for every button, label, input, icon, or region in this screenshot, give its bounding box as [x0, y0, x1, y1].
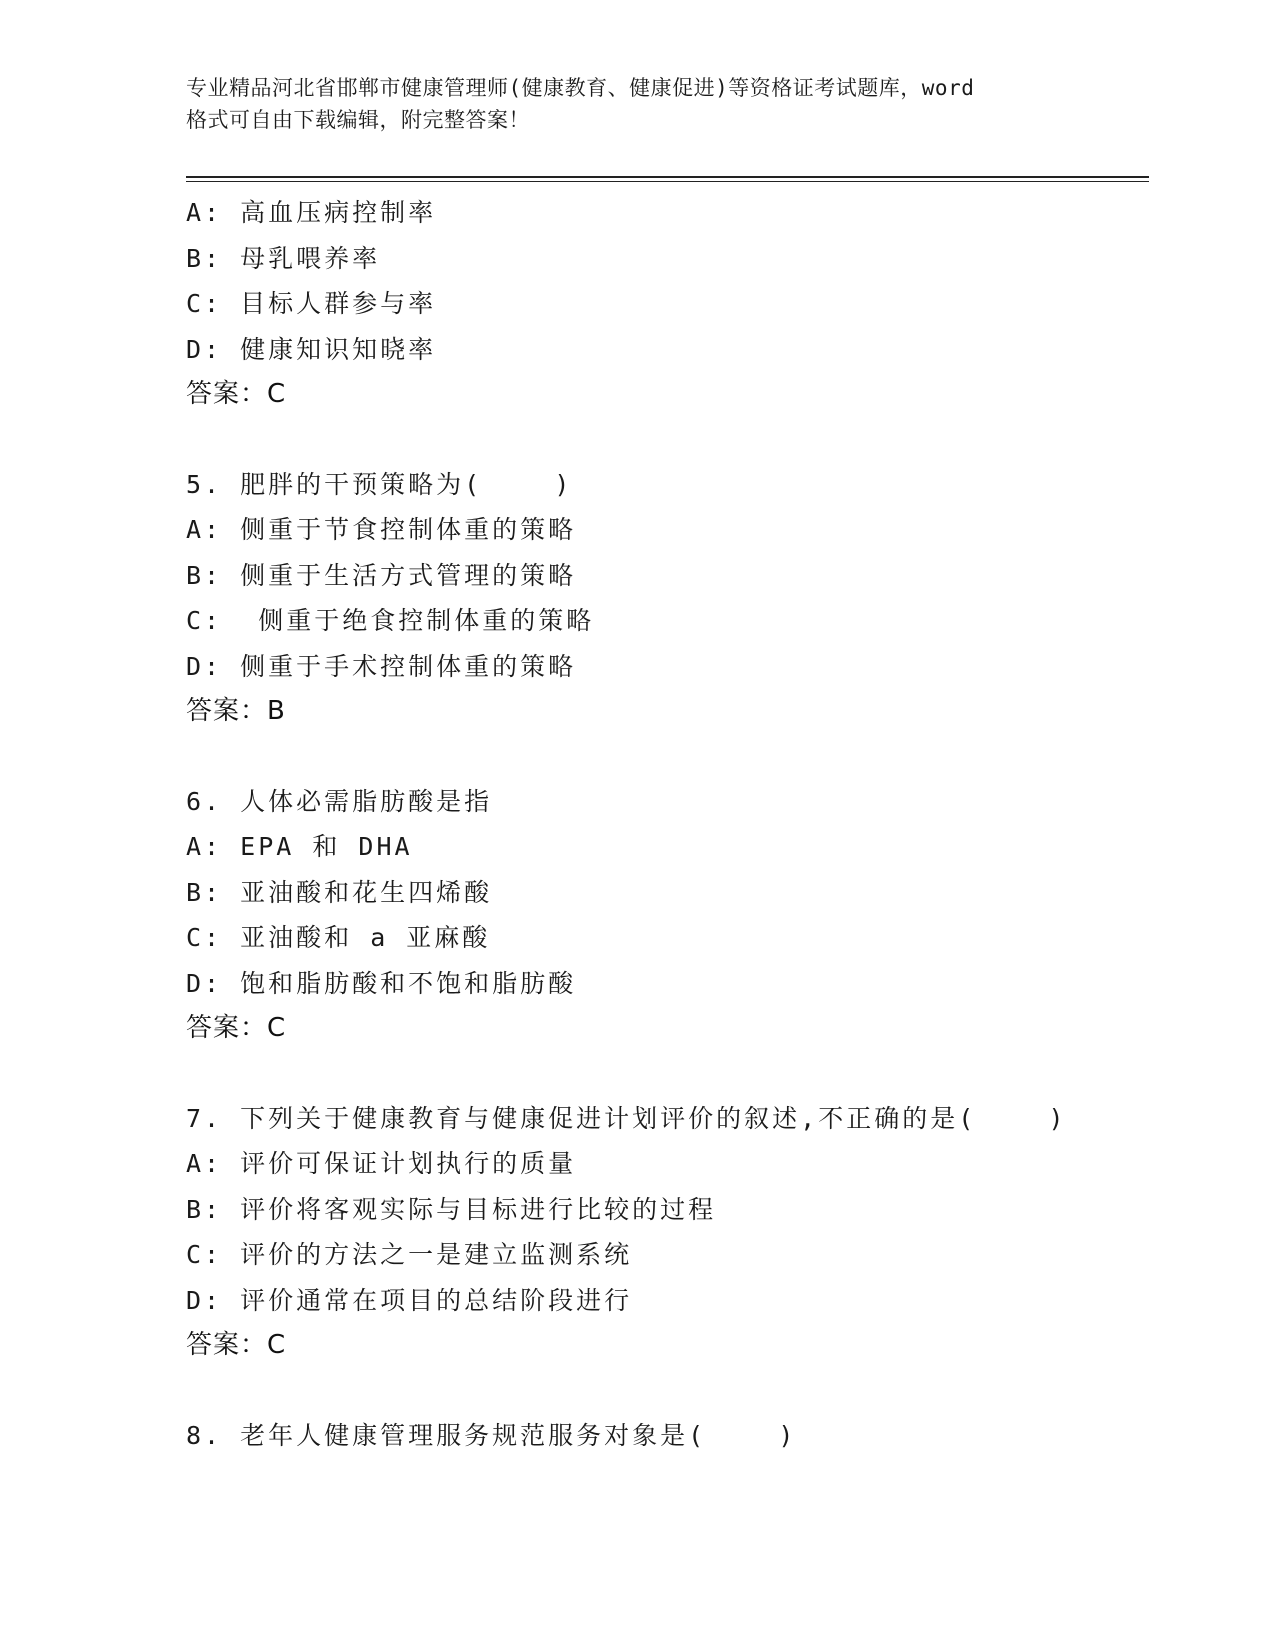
question-block-5 — [186, 462, 1146, 735]
answer-label: 答案：C — [186, 1330, 287, 1360]
question-list — [186, 190, 1146, 1458]
option-b: B: 亚油酸和花生四烯酸 — [186, 877, 493, 907]
document-header — [186, 72, 1086, 136]
option-a: A: 侧重于节食控制体重的策略 — [186, 515, 577, 544]
answer-label: 答案：B — [186, 696, 286, 726]
spacer — [186, 735, 1146, 779]
answer-label: 答案：C — [186, 379, 287, 409]
spacer — [186, 418, 1146, 462]
option-b: B: 侧重于生活方式管理的策略 — [186, 560, 577, 590]
spacer — [186, 1369, 1146, 1413]
question-text: 6. 人体必需脂肪酸是指 — [186, 786, 493, 816]
spacer — [186, 1052, 1146, 1096]
answer-label: 答案：C — [186, 1013, 287, 1043]
option-c: C: 目标人群参与率 — [186, 289, 437, 318]
option-d: D: 评价通常在项目的总结阶段进行 — [186, 1285, 633, 1315]
option-a: A: EPA 和 DHA — [186, 832, 413, 861]
option-c: C: 侧重于绝食控制体重的策略 — [186, 606, 595, 635]
question-block-4 — [186, 190, 1146, 418]
option-b: B: 评价将客观实际与目标进行比较的过程 — [186, 1194, 717, 1224]
question-block-7 — [186, 1096, 1146, 1369]
question-text: 7. 下列关于健康教育与健康促进计划评价的叙述,不正确的是( ) — [186, 1103, 1067, 1133]
header-line-2: 格式可自由下载编辑，附完整答案！ — [186, 108, 530, 132]
header-divider — [186, 176, 1149, 182]
question-text: 8. 老年人健康管理服务规范服务对象是( ) — [186, 1420, 797, 1450]
option-c: C: 亚油酸和 a 亚麻酸 — [186, 923, 491, 952]
option-a: A: 高血压病控制率 — [186, 198, 437, 227]
option-d: D: 饱和脂肪酸和不饱和脂肪酸 — [186, 968, 577, 998]
header-line-1: 专业精品河北省邯郸市健康管理师(健康教育、健康促进)等资格证考试题库，word — [186, 76, 975, 100]
question-block-8 — [186, 1413, 1146, 1459]
option-d: D: 健康知识知晓率 — [186, 334, 437, 364]
option-b: B: 母乳喂养率 — [186, 243, 381, 273]
question-text: 5. 肥胖的干预策略为( ) — [186, 469, 573, 499]
option-c: C: 评价的方法之一是建立监测系统 — [186, 1240, 633, 1269]
question-block-6 — [186, 779, 1146, 1052]
option-d: D: 侧重于手术控制体重的策略 — [186, 651, 577, 681]
option-a: A: 评价可保证计划执行的质量 — [186, 1149, 577, 1178]
